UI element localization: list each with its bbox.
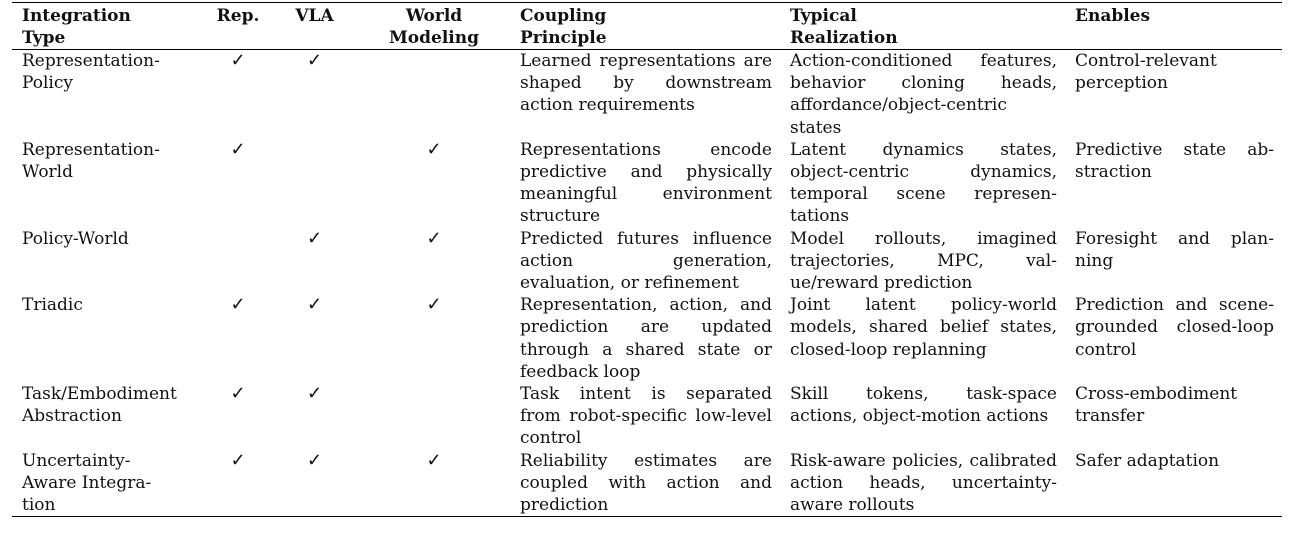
coupling-principle-cell: Representations encode predictive and physically meaningful environment structure: [520, 139, 772, 227]
header-line: Principle: [520, 28, 607, 48]
header-line: Integration: [22, 6, 131, 26]
rep-check-cell: [203, 50, 271, 139]
integration-types-table: [12, 2, 1282, 517]
typical-realization-cell: Latent dynamics states, object-centric dynamics, temporal scene representations: [790, 139, 1057, 227]
check-mark-icon: ✓: [306, 50, 323, 71]
enables-cell: Control-relevant perception: [1075, 51, 1217, 94]
check-mark-icon: ✓: [306, 294, 323, 316]
enables-cell: Predictive state abstraction: [1075, 139, 1274, 183]
coupling-principle-cell: Learned representations are shaped by downstream action requirements: [520, 51, 772, 116]
table-row: [12, 383, 1282, 450]
typical-realization-cell: Joint latent policy-world models, shared belief states, closed-loop replanning: [790, 295, 1057, 360]
check-mark-icon: ✓: [426, 294, 442, 316]
integration-type-line: Policy: [22, 73, 73, 94]
header-vla: VLA: [295, 6, 334, 26]
rep-check-cell: [203, 139, 271, 228]
vla-check-cell: [271, 50, 356, 139]
coupling-principle-cell: Representation, action, and prediction are updated through a shared state or feedback loop: [520, 295, 772, 382]
integration-type-line: Representation-: [22, 51, 160, 71]
table-row: [12, 228, 1282, 295]
header-rep: Rep.: [216, 6, 260, 26]
world-check-cell: [356, 383, 510, 450]
table-row: [12, 50, 1282, 139]
header-line: World: [405, 6, 463, 26]
header-world-modeling: [356, 3, 510, 50]
check-mark-icon: ✓: [306, 383, 323, 405]
world-check-cell: [356, 139, 510, 228]
world-check-cell: [356, 450, 510, 517]
world-check-cell: [356, 294, 510, 383]
check-mark-icon: ✓: [426, 227, 442, 249]
rep-check-cell: [203, 383, 271, 450]
integration-type-line: Task/Embodiment: [22, 384, 177, 405]
header-line: Typical: [790, 6, 857, 26]
typical-realization-cell: Risk-aware policies, calibrated action heads, uncertainty-aware rollouts: [790, 450, 1057, 516]
integration-type-cell: [12, 228, 203, 295]
header-integration-type: [12, 3, 203, 50]
integration-type-cell: [12, 50, 203, 139]
integration-type-cell: [12, 383, 203, 450]
typical-realization-cell: Model rollouts, imagined trajectories, MPC, value/reward prediction: [790, 228, 1057, 294]
integration-type-line: Policy-World: [22, 228, 129, 249]
integration-type-line: Representation-: [22, 139, 160, 160]
integration-type-line: Triadic: [22, 295, 83, 316]
typical-realization-cell: Skill tokens, task-space actions, object-motion actions: [790, 384, 1057, 427]
table-row: [12, 450, 1282, 517]
header-typical-realization: [780, 3, 1065, 50]
check-mark-icon: ✓: [306, 449, 323, 471]
integration-type-line: tion: [22, 495, 56, 516]
rep-check-cell: [203, 450, 271, 517]
vla-check-cell: [271, 294, 356, 383]
world-check-cell: [356, 228, 510, 295]
enables-cell: Safer adaptation: [1075, 450, 1220, 471]
check-mark-icon: ✓: [230, 138, 246, 160]
rep-check-cell: [203, 294, 271, 383]
check-mark-icon: ✓: [230, 449, 246, 471]
header-line: Modeling: [388, 28, 480, 48]
enables-cell: Foresight and planning: [1075, 228, 1274, 271]
world-check-cell: [356, 50, 510, 139]
vla-check-cell: [271, 228, 356, 295]
integration-type-line: Uncertainty-: [22, 450, 131, 471]
integration-type-cell: [12, 294, 203, 383]
header-line: Type: [22, 28, 66, 48]
table-row: [12, 294, 1282, 383]
header-line: Realization: [790, 28, 898, 48]
table-row: [12, 139, 1282, 228]
check-mark-icon: ✓: [426, 138, 442, 160]
integration-type-cell: [12, 450, 203, 517]
coupling-principle-cell: Task intent is separated from robot-specific low-level control: [520, 384, 772, 449]
check-mark-icon: ✓: [230, 50, 246, 71]
typical-realization-cell: Action-conditioned features, behavior cloning heads, affordance/object-centric states: [790, 51, 1057, 138]
header-coupling-principle: [510, 3, 780, 50]
rep-check-cell: [203, 228, 271, 295]
check-mark-icon: ✓: [230, 294, 246, 316]
integration-type-line: Aware Integra-: [22, 472, 152, 493]
coupling-principle-cell: Predicted futures influence action generation, evaluation, or refinement: [520, 228, 772, 294]
vla-check-cell: [271, 139, 356, 228]
vla-check-cell: [271, 383, 356, 450]
enables-cell: Cross-embodiment transfer: [1075, 384, 1238, 427]
check-mark-icon: ✓: [306, 227, 323, 249]
header-line: Coupling: [520, 6, 607, 26]
header-enables: Enables: [1075, 6, 1151, 26]
enables-cell: Prediction and scene-grounded closed-loop control: [1075, 295, 1274, 360]
coupling-principle-cell: Reliability estimates are coupled with action and prediction: [520, 450, 772, 516]
check-mark-icon: ✓: [426, 449, 442, 471]
vla-check-cell: [271, 450, 356, 517]
integration-type-line: World: [22, 162, 73, 183]
integration-type-cell: [12, 139, 203, 228]
table-body: [12, 50, 1282, 517]
check-mark-icon: ✓: [230, 383, 246, 405]
integration-type-line: Abstraction: [22, 406, 122, 427]
header-row: [12, 3, 1282, 50]
